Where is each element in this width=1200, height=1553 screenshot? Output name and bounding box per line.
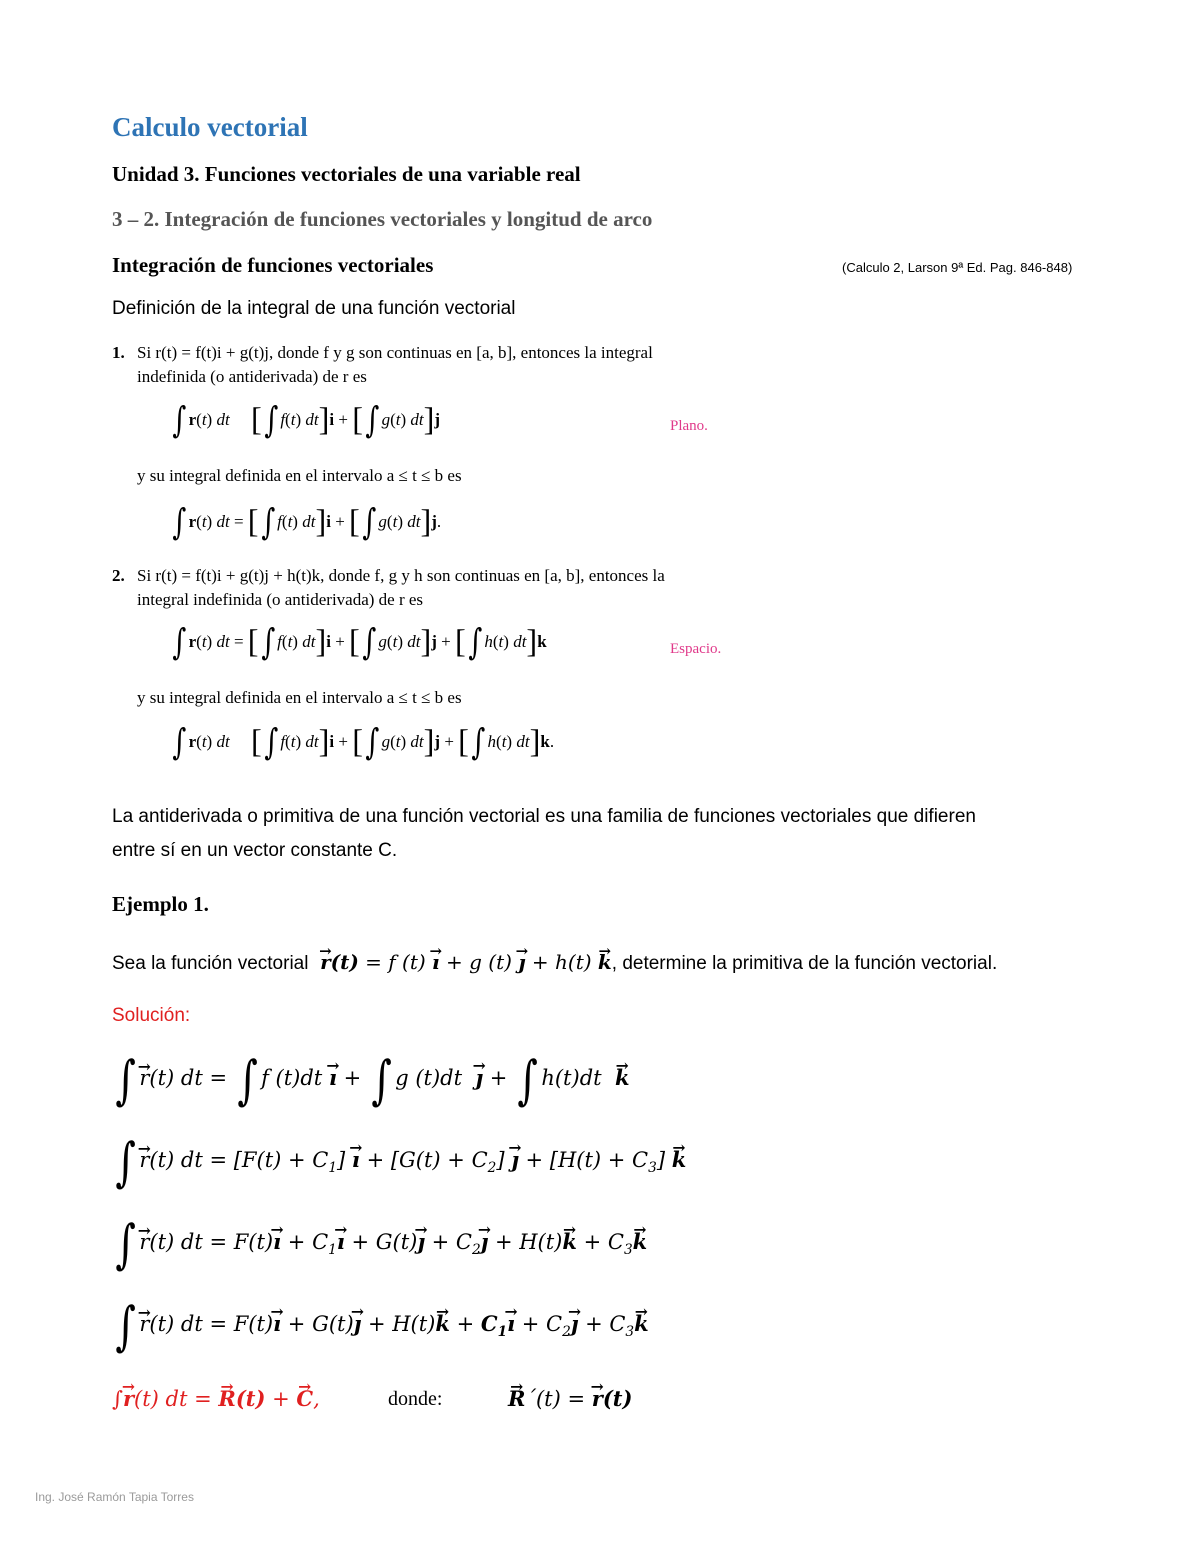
solution-label: Solución: [112, 1005, 191, 1026]
subsection-heading: Integración de funciones vectoriales [112, 253, 434, 277]
derivative-relation: R →´(t) = r →(t) [508, 1386, 632, 1411]
item1-line1: Si r(t) = f(t)i + g(t)j, donde f y g son continuas en [a, b], entonces la integral [137, 343, 653, 362]
unit-heading: Unidad 3. Funciones vectoriales de una variable real [112, 162, 581, 186]
item2-line1: Si r(t) = f(t)i + g(t)j + h(t)k, donde f, g y h son continuas en [a, b], entonces la [137, 566, 665, 585]
paragraph-line1: La antiderivada o primitiva de una función vectorial es una familia de funciones vectoriales que difieren [112, 806, 976, 827]
item2-line2: integral indefinida (o antiderivada) de r es [137, 590, 424, 609]
item1-line2: indefinida (o antiderivada) de r es [137, 367, 367, 386]
reference-note: (Calculo 2, Larson 9ª Ed. Pag. 846-848) [842, 260, 1073, 275]
plane-label: Plano. [670, 418, 708, 434]
solution-eq3: ∫ r →(t) dt = F(t)ı → + $C_1ı$ → + G(t)ȷ → + $C_2ȷ$ → + H(t)k → + $C_3k$ → [112, 1229, 647, 1261]
example-title: Ejemplo 1. [112, 892, 209, 916]
solution-eq2: ∫ r →(t) dt = $[F(t) + C_1]$ ı → + $[G(t) + C_2]$ ȷ → + $[H(t) + C_3]$ k → [112, 1147, 686, 1179]
item1-number: 1. [112, 343, 125, 362]
statement-prefix: Sea la función vectorial [112, 953, 309, 974]
space-label: Espacio. [670, 641, 722, 657]
item1-line3: y su integral definida en el intervalo a ≤ t ≤ b es [137, 466, 462, 485]
document-title: Calculo vectorial [112, 112, 308, 142]
definition-heading: Definición de la integral de una función vectorial [112, 298, 516, 319]
item1-definite-formula: ∫ r(t) dt = [∫ f(t) dt]i + [∫ g(t) dt]j. [172, 501, 442, 543]
item2-definite-formula: ∫ r(t) dt [∫ f(t) dt]i + [∫ g(t) dt]j + [∫ h(t) dt]k. [172, 721, 555, 763]
solution-eq4: ∫ r →(t) dt = F(t)ı → + G(t)ȷ → + H(t)k → + $C_1ı$ → + $C_2ȷ$ → + $C_3k$ → [112, 1311, 649, 1343]
where-label: donde: [388, 1388, 443, 1410]
statement-suffix: , determine la primitiva de la función vectorial. [611, 953, 998, 974]
paragraph-line2: entre sí en un vector constante C. [112, 840, 398, 861]
footer-author: Ing. José Ramón Tapia Torres [35, 1490, 194, 1504]
item2-number: 2. [112, 566, 125, 585]
solution-eq1: ∫ r →(t) dt = ∫ f (t)dt ı → + ∫ g (t)dt ȷ → + ∫ h(t)dt k → [112, 1065, 630, 1097]
item2-line3: y su integral definida en el intervalo a ≤ t ≤ b es [137, 688, 462, 707]
section-heading: 3 – 2. Integración de funciones vectoriales y longitud de arco [112, 207, 653, 231]
item1-indefinite-formula: ∫ r(t) dt [∫ f(t) dt]i + [∫ g(t) dt]j [172, 399, 441, 441]
solution-result: ∫r →(t) dt = R →(t) + C →, [112, 1386, 320, 1411]
item2-indefinite-formula: ∫ r(t) dt = [∫ f(t) dt]i + [∫ g(t) dt]j + [∫ h(t) dt]k [172, 621, 547, 663]
example-statement: Sea la función vectorial r →(t) = f (t) ı → + g (t) ȷ → + h(t) k →, determine la primitiva de la función vectorial. [112, 950, 997, 975]
